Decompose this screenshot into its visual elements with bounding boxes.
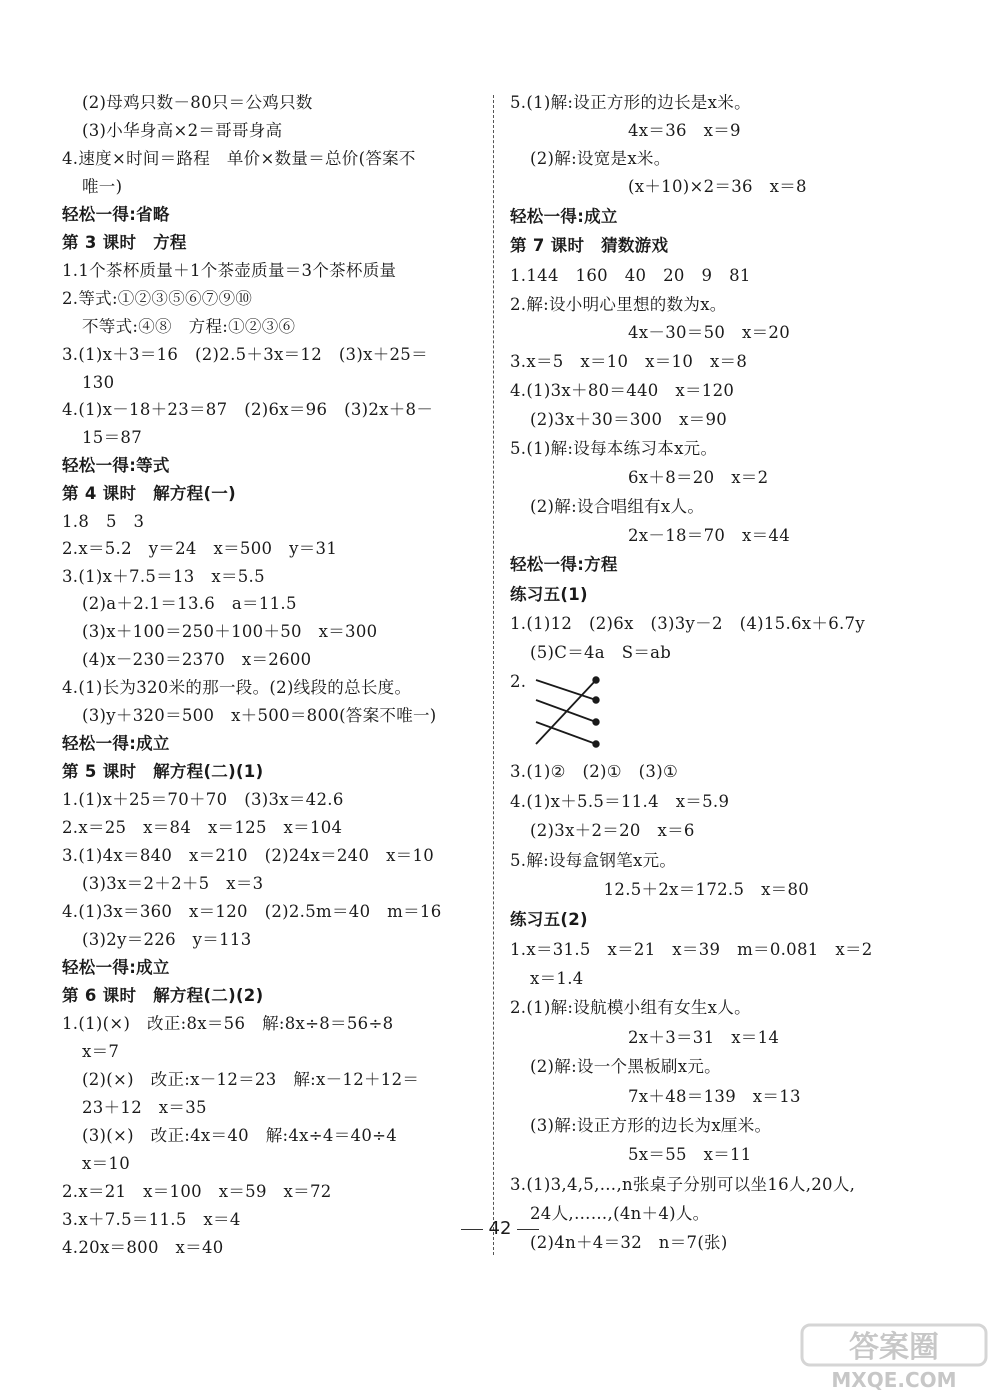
answer-line: 130 — [82, 373, 115, 392]
section-heading: 轻松一得:成立 — [62, 958, 170, 977]
answer-line: 2.x＝21 x＝100 x＝59 x＝72 — [62, 1182, 332, 1201]
answer-line: 12.5＋2x＝172.5 x＝80 — [570, 880, 810, 899]
answer-line: 4.速度×时间＝路程 单价×数量＝总价(答案不 — [62, 149, 416, 168]
answer-line: (3)2y＝226 y＝113 — [82, 930, 252, 949]
answer-line: 1.1个茶杯质量＋1个茶壶质量＝3个茶杯质量 — [62, 261, 397, 280]
answer-line: (2)解:设一个黑板刷x元。 — [530, 1057, 721, 1076]
answer-line: 5.解:设每盒钢笔x元。 — [510, 851, 677, 870]
column-divider — [493, 95, 494, 1255]
answer-line: (2)母鸡只数－80只＝公鸡只数 — [82, 93, 313, 112]
answer-line: 4.(1)x－18＋23＝87 (2)6x＝96 (3)2x＋8－ — [62, 400, 434, 419]
answer-line: 4.(1)3x＋80＝440 x＝120 — [510, 381, 735, 400]
answer-line: 2.等式:①②③⑤⑥⑦⑨⑩ — [62, 289, 253, 308]
answer-line: 3.(1)② (2)① (3)① — [510, 762, 679, 781]
answer-line: (3)小华身高×2＝哥哥身高 — [82, 121, 283, 140]
answer-line: (2)(×) 改正:x－12＝23 解:x－12＋12＝ — [82, 1070, 420, 1089]
section-heading: 第 7 课时 猜数游戏 — [510, 236, 669, 255]
answer-line: 1.x＝31.5 x＝21 x＝39 m＝0.081 x＝2 — [510, 940, 873, 959]
answer-line: (2)解:设合唱组有x人。 — [530, 497, 705, 516]
answer-line: 1.(1)12 (2)6x (3)3y－2 (4)15.6x＋6.7y — [510, 614, 865, 633]
answer-line: 5x＝55 x＝11 — [628, 1145, 752, 1164]
answer-line: 不等式:④⑧ 方程:①②③⑥ — [82, 317, 296, 336]
section-heading: 第 5 课时 解方程(二)(1) — [62, 762, 264, 781]
watermark-logo — [794, 1321, 994, 1391]
section-heading: 练习五(2) — [510, 910, 588, 929]
answer-line: 2.解:设小明心里想的数为x。 — [510, 295, 727, 314]
answer-line: (2)4n＋4＝32 n＝7(张) — [530, 1233, 728, 1252]
section-heading: 轻松一得:方程 — [510, 555, 618, 574]
answer-line: 4.(1)3x＝360 x＝120 (2)2.5m＝40 m＝16 — [62, 902, 442, 921]
answer-line: (3)x＋100＝250＋100＋50 x＝300 — [82, 622, 378, 641]
answer-line: 2.x＝5.2 y＝24 x＝500 y＝31 — [62, 539, 338, 558]
answer-line: (3)3x＝2＋2＋5 x＝3 — [82, 874, 264, 893]
answer-line: (2)a＋2.1＝13.6 a＝11.5 — [82, 594, 297, 613]
answer-line: 3.(1)4x＝840 x＝210 (2)24x＝240 x＝10 — [62, 846, 435, 865]
section-heading: 轻松一得:等式 — [62, 456, 170, 475]
answer-line: 2. — [510, 672, 527, 691]
answer-line: x＝10 — [82, 1154, 131, 1173]
answer-line: 23＋12 x＝35 — [82, 1098, 207, 1117]
answer-line: 3.(1)3,4,5,…,n张桌子分别可以坐16人,20人, — [510, 1175, 856, 1194]
matching-lines-figure — [530, 672, 602, 752]
section-heading: 轻松一得:成立 — [62, 734, 170, 753]
answer-line: 4.(1)x＋5.5＝11.4 x＝5.9 — [510, 792, 730, 811]
answer-line: (2)3x＋30＝300 x＝90 — [530, 410, 728, 429]
answer-line: x＝1.4 — [530, 969, 584, 988]
answer-line: (3)(×) 改正:4x＝40 解:4x÷4＝40÷4 — [82, 1126, 398, 1145]
answer-line: 3.(1)x＋7.5＝13 x＝5.5 — [62, 567, 265, 586]
section-heading: 轻松一得:成立 — [510, 207, 618, 226]
answer-line: 2x＋3＝31 x＝14 — [628, 1028, 780, 1047]
answer-line: (3)解:设正方形的边长为x厘米。 — [530, 1116, 772, 1135]
section-heading: 练习五(1) — [510, 585, 588, 604]
answer-line: (x＋10)×2＝36 x＝8 — [628, 177, 807, 196]
answer-line: (4)x－230＝2370 x＝2600 — [82, 650, 312, 669]
answer-line: (5)C＝4a S＝ab — [530, 643, 672, 662]
answer-line: 15＝87 — [82, 428, 142, 447]
answer-line: (2)解:设宽是x米。 — [530, 149, 671, 168]
answer-line: 2.x＝25 x＝84 x＝125 x＝104 — [62, 818, 343, 837]
page-number-text: 42 — [488, 1218, 512, 1239]
watermark-bottom-text: MXQE.COM — [831, 1368, 957, 1391]
answer-line: 4.(1)长为320米的那一段。(2)线段的总长度。 — [62, 678, 412, 697]
section-heading: 轻松一得:省略 — [62, 205, 170, 224]
answer-line: x＝7 — [82, 1042, 120, 1061]
answer-line: 3.x＝5 x＝10 x＝10 x＝8 — [510, 352, 748, 371]
answer-line: 5.(1)解:设每本练习本x元。 — [510, 439, 718, 458]
section-heading: 第 6 课时 解方程(二)(2) — [62, 986, 264, 1005]
section-heading: 第 4 课时 解方程(一) — [62, 484, 236, 503]
answer-line: 1.(1)(×) 改正:8x＝56 解:8x÷8＝56÷8 — [62, 1014, 394, 1033]
answer-line: 唯一) — [82, 177, 123, 196]
answer-line: 4x＝36 x＝9 — [628, 121, 741, 140]
answer-line: 6x＋8＝20 x＝2 — [628, 468, 769, 487]
watermark-top-text: 答案圈 — [849, 1330, 939, 1365]
section-heading: 第 3 课时 方程 — [62, 233, 187, 252]
answer-line: 4x－30＝50 x＝20 — [628, 323, 790, 342]
answer-line: 3.(1)x＋3＝16 (2)2.5＋3x＝12 (3)x＋25＝ — [62, 345, 428, 364]
answer-line: (2)3x＋2＝20 x＝6 — [530, 821, 695, 840]
answer-line: 1.(1)x＋25＝70＋70 (3)3x＝42.6 — [62, 790, 344, 809]
answer-line: 2.(1)解:设航模小组有女生x人。 — [510, 998, 751, 1017]
answer-line: 5.(1)解:设正方形的边长是x米。 — [510, 93, 751, 112]
page-number — [440, 1218, 560, 1239]
answer-line: (3)y＋320＝500 x＋500＝800(答案不唯一) — [82, 706, 437, 725]
answer-line: 7x＋48＝139 x＝13 — [628, 1087, 801, 1106]
answer-line: 3.x＋7.5＝11.5 x＝4 — [62, 1210, 241, 1229]
answer-line: 1.144 160 40 20 9 81 — [510, 266, 751, 285]
answer-line: 1.8 5 3 — [62, 512, 145, 531]
answer-line: 2x－18＝70 x＝44 — [628, 526, 790, 545]
answer-line: 24人,……,(4n＋4)人。 — [530, 1204, 710, 1223]
answer-line: 4.20x＝800 x＝40 — [62, 1238, 224, 1257]
